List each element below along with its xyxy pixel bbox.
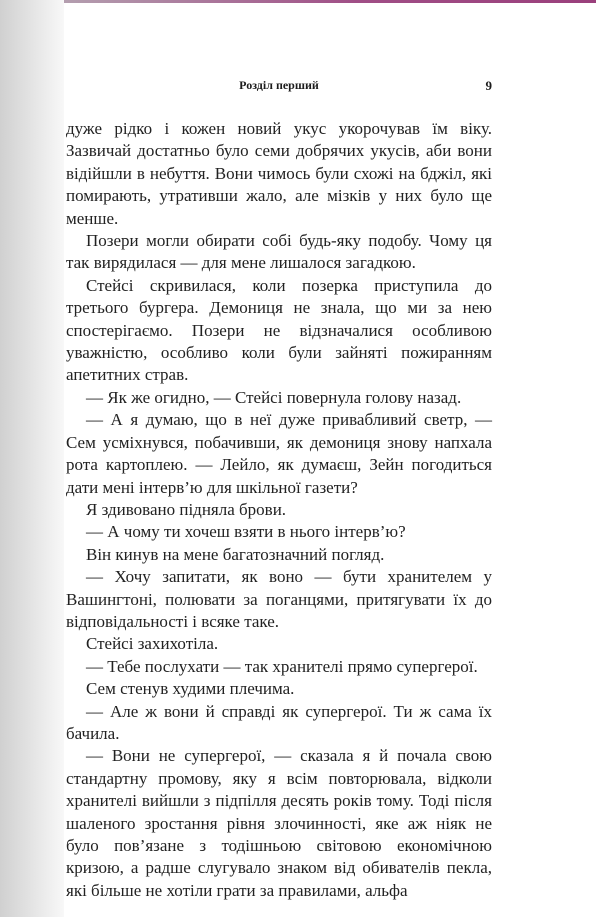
paragraph: — Але ж вони й справді як супергерої. Ти ж сама їх бачила.: [66, 701, 492, 743]
paragraph: — Тебе послухати — так хранителі прямо супергерої.: [86, 656, 478, 676]
paragraph: Він кинув на мене багатозначний погляд.: [86, 544, 385, 564]
paragraph: Стейсі захихотіла.: [86, 634, 219, 654]
running-title: Розділ перший: [239, 78, 319, 92]
paragraph: Стейсі скривилася, коли позерка приступила до третього бургера. Демониця не знала, що ми за нею спостерігаємо. Позери не відзначалися особливою уважністю, особливо коли були зайняті пожиранням апетитних страв.: [66, 275, 492, 385]
paragraph: — Як же огидно, — Стейсі повернула голову назад.: [86, 387, 462, 407]
book-page: [66, 0, 596, 917]
paragraph: — Вони не супергерої, — сказала я й почала свою стандартну промову, яку я всім повторювала, відколи хранителі вийшли з підпілля десять років тому. Тоді після шаленого зростання рівня злочинності, яке аж ніяк не було пов’язане з тодішньою світовою економічною кризою, а радше слугувало знаком від обивателів пекла, які більше не хотіли грати за правилами, альфа: [66, 746, 492, 900]
page-number: 9: [485, 78, 492, 93]
paragraph: — А чому ти хочеш взяти в нього інтерв’ю?: [86, 522, 406, 542]
paragraph: — Хочу запитати, як воно — бути хранителем у Вашингтоні, полювати за поганцями, притягувати їх до відповідальності і всяке таке.: [66, 567, 492, 631]
body-text: [66, 118, 492, 902]
paragraph: Позери могли обирати собі будь-яку подобу. Чому ця так вирядилася — для мене лишалося загадкою.: [66, 231, 492, 273]
paragraph: Сем стенув худими плечима.: [86, 679, 295, 699]
paragraph: Я здивовано підняла брови.: [86, 499, 287, 519]
book-spine-shadow: [0, 0, 64, 917]
paragraph: — А я думаю, що в неї дуже привабливий светр, — Сем усміхнувся, побачивши, як демониця знову напхала рота картоплею. — Лейло, як думаєш, Зейн погодиться дати мені інтерв’ю для шкільної газети?: [66, 410, 492, 497]
page-header: [66, 78, 492, 98]
paragraph: дуже рідко і кожен новий укус укорочував їм віку. Зазвичай достатньо було семи добрячих укусів, аби вони відійшли в небуття. Вони чимось були схожі на бджіл, які помирають, утративши жало, але мізків у них було ще менше.: [66, 119, 492, 228]
